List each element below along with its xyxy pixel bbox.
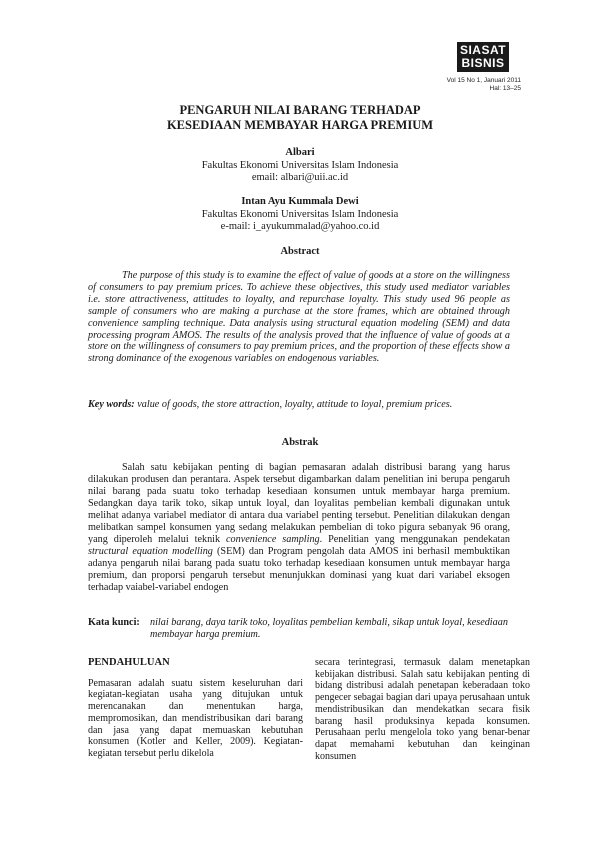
kata-kunci-label: Kata kunci: xyxy=(88,617,140,628)
section-heading: PENDAHULUAN xyxy=(88,657,170,668)
paper-title xyxy=(0,103,600,133)
kata-kunci xyxy=(88,617,510,641)
abstrak-text-part-1: Salah satu kebijakan penting di bagian pemasaran adalah distribusi barang yang harus dilakukan produsen dan perantara. Aspek tersebut digambarkan dalam penelitian ini berupa pengaruh nilai barang pada suatu toko terhadap kesediaan konsumen untuk membayar harga premium. Sedangkan daya tarik toko, sikap untuk loyal, dan loyalitas pembelian kembali digunakan untuk melihat adanya variabel mediator di antara dua variabel penting tersebut. Penelitian dilakukan dengan melibatkan sampel konsumen yang sedang melakukan pembelian di toko pigura sebanyak 96 orang, yang diperoleh melalui teknik xyxy=(88,462,510,545)
abstract-heading: Abstract xyxy=(280,246,320,257)
author-affiliation: Fakultas Ekonomi Universitas Islam Indonesia xyxy=(201,208,399,220)
body-paragraph: Pemasaran adalah suatu sistem keseluruhan dari kegiatan-kegiatan usaha yang ditujukan untuk merencanakan dan menentukan harga, mempromosikan, dan mendistribusikan dari barang dan jasa yang dapat memuaskan kebutuhan konsumen (Kotler and Keller, 2009). Kegiatan-kegiatan tersebut perlu dikelola xyxy=(88,677,303,759)
author-name: Albari xyxy=(285,147,315,158)
abstrak-text-part-2: . Penelitian yang menggunakan pendekatan xyxy=(319,534,510,545)
author-name: Intan Ayu Kummala Dewi xyxy=(241,196,359,207)
abstrak-text xyxy=(88,462,510,594)
title-line-1: PENGARUH NILAI BARANG TERHADAP xyxy=(179,103,421,117)
body-column-left xyxy=(88,657,303,760)
journal-pages: Hal: 13–25 xyxy=(489,85,521,92)
abstrak-text-italic-1: convenience sampling xyxy=(226,534,320,545)
journal-volume: Vol 15 No 1, Januari 2011 xyxy=(446,77,521,84)
title-line-2: KESEDIAAN MEMBAYAR HARGA PREMIUM xyxy=(166,118,434,132)
journal-logo xyxy=(457,42,509,72)
abstrak-text-part-3: (SEM) dan Program pengolah data AMOS ini berhasil membuktikan adanya pengaruh nilai barang pada suatu toko terhadap kesediaan konsumen untuk membayar harga premium, dan proporsi pengaruh tersebut menunjukkan dominasi yang kuat dari variabel eksogen terhadap vaiabel-variabel endogen xyxy=(88,546,510,593)
abstrak-heading: Abstrak xyxy=(281,437,319,448)
abstrak-text-italic-2: structural equation modelling xyxy=(88,546,213,557)
keywords-value: value of goods, the store attraction, loyalty, attitude to loyal, premium prices. xyxy=(137,399,453,410)
keywords-label: Key words: xyxy=(88,399,135,410)
abstract-text: The purpose of this study is to examine the effect of value of goods at a store on the willingness of consumers to pay premium prices. To achieve these objectives, this study used mediator variables i.e. store attractiveness, attitudes to loyalty, and repurchase loyalty. This study used 96 people as sample of consumers who are making a purchase at the store frames, which are obtained through convenience sampling technique. Data analysis using structural equation modeling (SEM) and data processing program AMOS. The results of the analysis proved that the influence of value of goods at a store on the willingness of consumers to pay premium prices, and the proportion of these effects show a strong dominance of the exogenous variables on endogenous variables. xyxy=(88,270,510,365)
body-column-right xyxy=(315,657,530,762)
author-block-2 xyxy=(0,196,600,234)
logo-line-1: SIASAT xyxy=(459,43,507,57)
author-affiliation: Fakultas Ekonomi Universitas Islam Indonesia xyxy=(201,159,399,171)
kata-kunci-value: nilai barang, daya tarik toko, loyalitas pembelian kembali, sikap untuk loyal, kesediaan membayar harga premium. xyxy=(150,617,508,640)
author-email: email: albari@uii.ac.id xyxy=(251,172,349,183)
logo-line-2: BISNIS xyxy=(461,56,505,70)
keywords xyxy=(88,399,510,411)
author-email: e-mail: i_ayukummalad@yahoo.co.id xyxy=(220,221,380,232)
journal-issue-info xyxy=(443,77,521,93)
author-block-1 xyxy=(0,147,600,185)
body-paragraph: secara terintegrasi, termasuk dalam menetapkan kebijakan distribusi. Salah satu kebijakan penting di bidang distribusi adalah penetapan keberadaan toko pengecer sebagai bagian dari upaya perusahaan untuk mendistribusikan dan mendekatkan secara fisik barang hasil produksinya kepada konsumen. Perusahaan perlu mengelola toko yang benar-benar dapat memahami kebutuhan dan keinginan konsumen xyxy=(315,657,530,762)
